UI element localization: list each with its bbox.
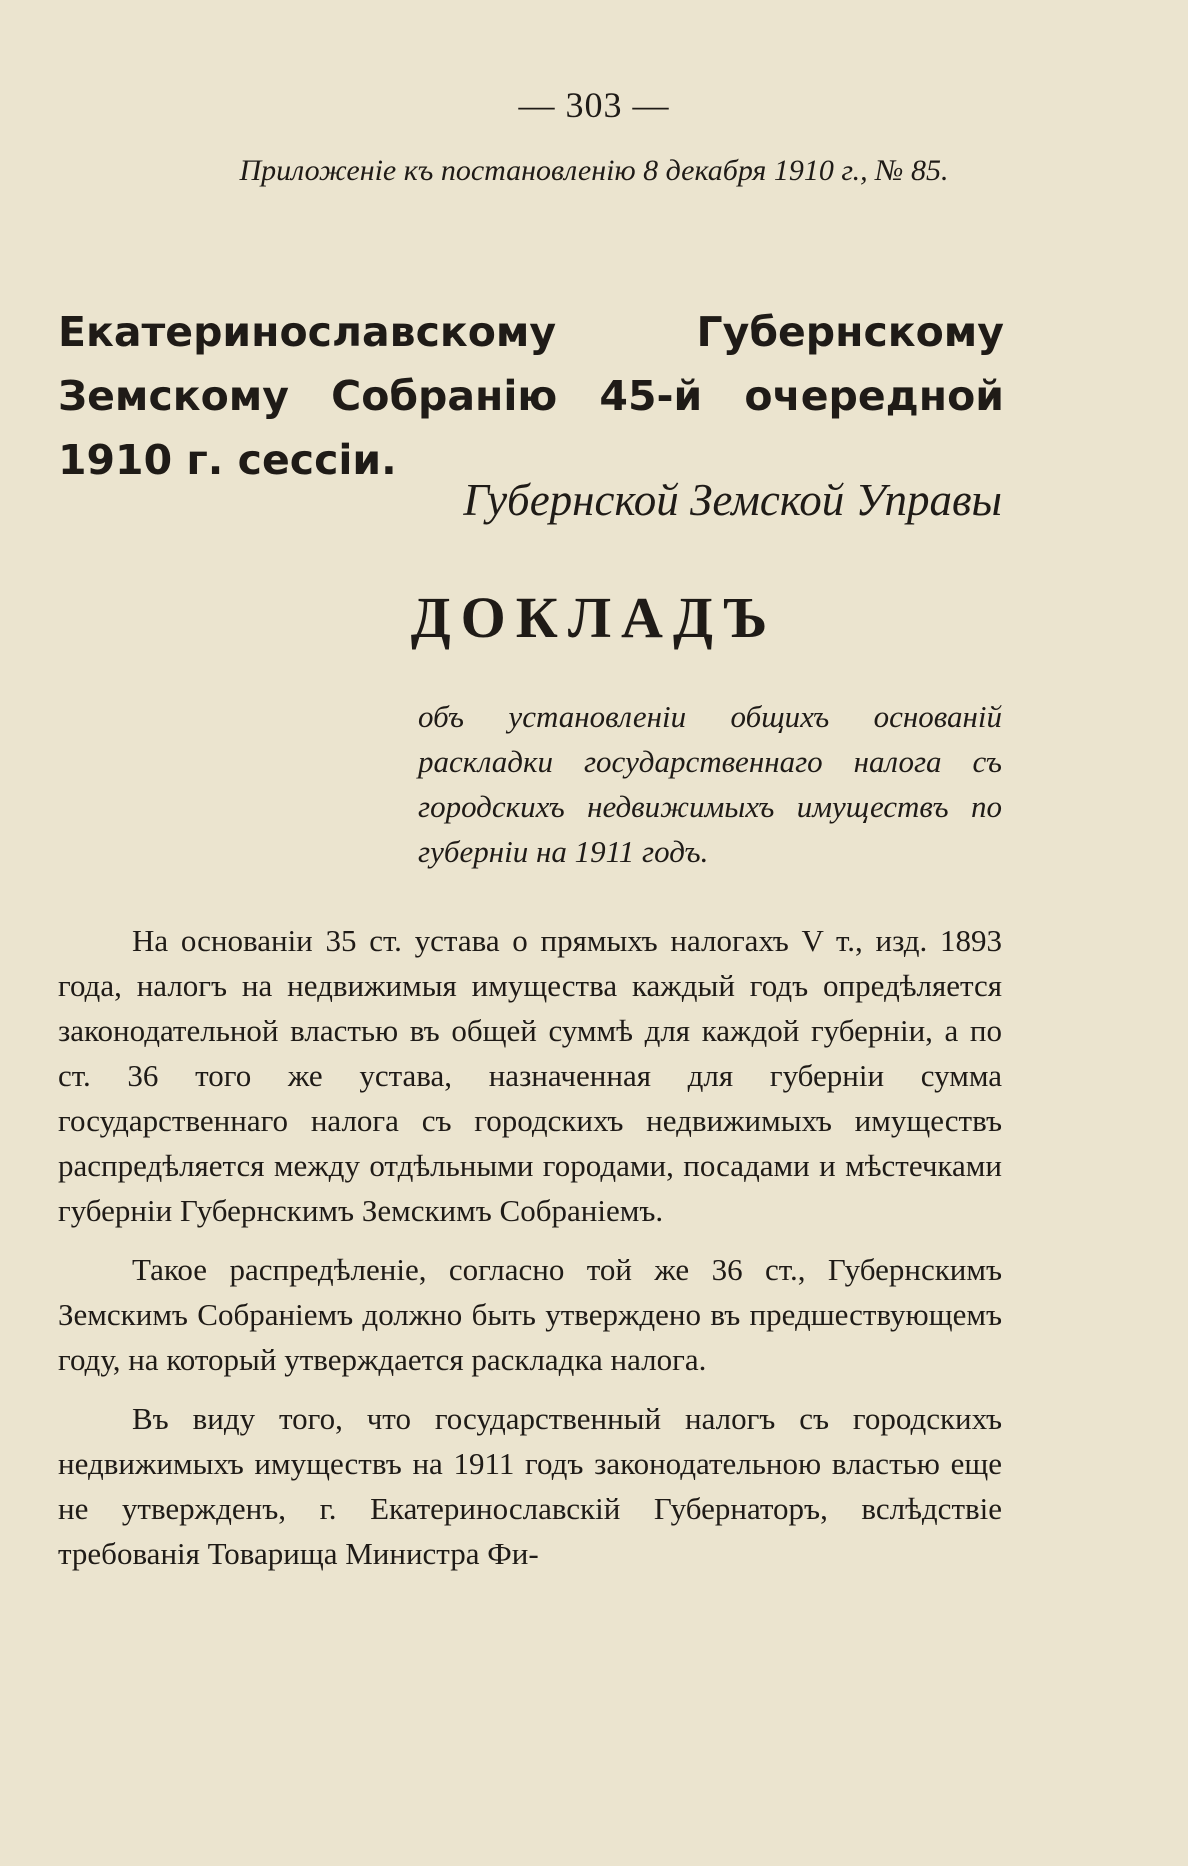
document-title: ДОКЛАДЪ <box>410 585 778 650</box>
report-subject: объ установленіи общихъ основаній раскладки государственнаго налога съ городскихъ недвижимыхъ имуществъ по губерніи на 1911 годъ. <box>418 699 1002 869</box>
paragraph: На основаніи 35 ст. устава о прямыхъ налогахъ V т., изд. 1893 года, налогъ на недвижимыя имущества каждый годъ опредѣляется законодательной властью въ общей суммѣ для каждой губерніи, а по ст. 36 того же устава, назначенная для губерніи сумма государственнаго налога съ городскихъ недвижимыхъ имуществъ распредѣляется между отдѣльными городами, посадами и мѣстечками губерніи Губернскимъ Земскимъ Собраніемъ. <box>58 923 1002 1228</box>
paragraph: Такое распредѣленіе, согласно той же 36 ст., Губернскимъ Земскимъ Собраніемъ должно быть утверждено въ предшествующемъ году, на который утверждается раскладка налога. <box>58 1252 1002 1377</box>
appendix-note: Приложеніе къ постановленію 8 декабря 1910 г., № 85. <box>239 154 949 187</box>
paragraph: Въ виду того, что государственный налогъ съ городскихъ недвижимыхъ имуществъ на 1911 годъ законодательною властью еще не утвержденъ, г. Екатеринославскій Губернаторъ, вслѣдствіе требованія Товарища Министра Фи- <box>58 1401 1002 1571</box>
issuer-line: Губернской Земской Управы <box>463 475 1002 525</box>
body-text <box>58 918 1002 1590</box>
page-number: — 303 — <box>518 85 670 125</box>
addressee-heading: Екатеринославскому Губернскому Земскому Собранію 45-й очередной 1910 г. сессіи. <box>58 308 1004 484</box>
